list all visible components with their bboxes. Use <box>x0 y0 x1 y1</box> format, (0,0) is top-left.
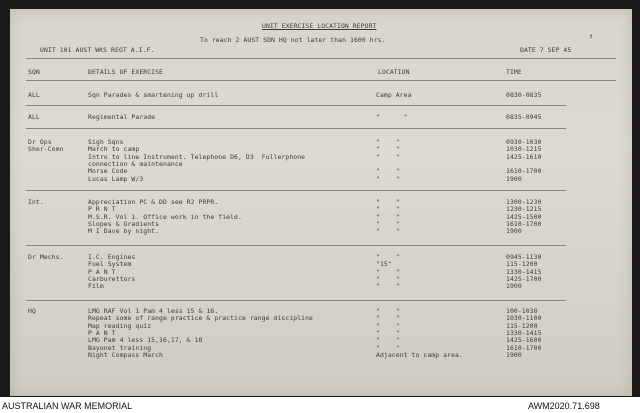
row-6-details-line: LMG Pam 4 less 15,16,17, & 18 <box>88 336 203 345</box>
row-4-sqn-line: Int. <box>28 198 44 206</box>
row-6-details-line: Map reading quiz <box>88 321 152 330</box>
row-3-location-line: " " <box>376 167 400 176</box>
row-5-details-line: P A N T <box>88 267 116 276</box>
row-divider <box>26 190 566 191</box>
row-5-time-line: 1900 <box>506 282 522 291</box>
row-5-location-line: " " <box>376 267 400 276</box>
row-2-location-line: " " <box>376 113 408 121</box>
archive-footer <box>0 400 640 413</box>
document-title: UNIT EXERCISE LOCATION REPORT <box>262 22 377 30</box>
row-3-time-line: 1030-1215 <box>506 145 542 154</box>
row-6-location-line: " " <box>376 343 400 352</box>
row-3-sqn-line: Sher-Comn <box>28 145 64 154</box>
header-sqn: SQN <box>28 68 40 76</box>
row-5-details-line: Carburettors <box>88 274 136 283</box>
document-subtitle: To reach 2 AUST SDN HQ not later than 1600 hrs. <box>200 36 386 44</box>
row-5-time-line: 1330-1415 <box>506 267 542 276</box>
header-time: TIME <box>506 68 522 76</box>
row-3-details-line: Morse Code <box>88 167 128 176</box>
row-6-location-line: " " <box>376 328 400 337</box>
row-5-time-line: 115-1200 <box>506 260 538 269</box>
row-2-details-line: Regimental Parade <box>88 113 156 121</box>
row-3-sqn-line: Dr Ops <box>28 138 52 146</box>
row-6-time-line: 115-1200 <box>506 321 538 330</box>
row-4-time-line: 1425-1500 <box>506 212 542 221</box>
row-4-time-line: 1300-1230 <box>506 198 542 206</box>
row-1-time-line: 0830-0835 <box>506 91 542 99</box>
row-3-time-line: 1900 <box>506 174 522 183</box>
corner-mark: ᶠ <box>590 34 593 45</box>
row-2-time-line: 0835-0945 <box>506 113 542 121</box>
row-2-sqn-line: ALL <box>28 113 40 121</box>
document-date: DATE 7 SEP 45 <box>520 46 572 54</box>
row-6-time-line: 1030-1100 <box>506 314 542 323</box>
row-4-time-line: 1610-1700 <box>506 219 542 228</box>
row-6-location-line: Adjacent to camp area. <box>376 350 463 359</box>
header-location: LOCATION <box>378 68 410 76</box>
row-4-location-line: " " <box>376 227 400 236</box>
row-3-location-line: " " <box>376 152 400 161</box>
row-5-location-line: " " <box>376 282 400 291</box>
row-6-details-line: Repeat some of range practice & practice range discipline <box>88 314 314 323</box>
row-6-details-line: LMG RAF Vol 1 Pam 4 less 15 & 16. <box>88 307 219 315</box>
row-divider <box>26 300 566 301</box>
row-3-details-line: March to camp <box>88 145 140 154</box>
row-6-location-line: " " <box>376 336 400 345</box>
row-1-sqn-line: ALL <box>28 91 40 99</box>
row-4-location-line: " " <box>376 219 400 228</box>
archive-reference: AWM2020.71.698 <box>528 401 600 411</box>
row-3-details-line: Lucas Lamp W/3 <box>88 174 144 183</box>
row-3-location-line: " " <box>376 174 400 183</box>
row-4-location-line: " " <box>376 205 400 214</box>
row-divider <box>26 245 566 246</box>
row-6-sqn-line: HQ <box>28 307 36 315</box>
row-3-time-line: 1425-1610 <box>506 152 542 161</box>
row-5-time-line: 0945-1130 <box>506 253 542 261</box>
row-4-location-line: " " <box>376 198 400 206</box>
row-3-time-line: 0930-1030 <box>506 138 542 146</box>
row-5-details-line: Film <box>88 282 104 291</box>
row-5-time-line: 1425-1700 <box>506 274 542 283</box>
row-4-details-line: P R N T <box>88 205 116 214</box>
row-5-location-line: "15" <box>376 260 392 269</box>
row-6-time-line: 1610-1700 <box>506 343 542 352</box>
row-divider <box>26 105 566 106</box>
row-3-details-line: Intro to line Instrument. Telephone D6, D3 Fullerphone <box>88 152 306 161</box>
row-5-location-line: " " <box>376 253 400 261</box>
row-6-details-line: P A N T <box>88 328 116 337</box>
row-6-location-line: " " <box>376 321 400 330</box>
row-3-location-line: " " <box>376 145 400 154</box>
row-6-location-line: " " <box>376 314 400 323</box>
header-rule-bottom <box>26 80 616 81</box>
row-4-details-line: Slopes & Gradients <box>88 219 160 228</box>
row-6-time-line: 1425-1600 <box>506 336 542 345</box>
row-6-location-line: " " <box>376 307 400 315</box>
row-4-time-line: 1900 <box>506 227 522 236</box>
row-5-sqn-line: Dr Mechs. <box>28 253 64 261</box>
row-3-details-line: connection & maintenance <box>88 159 183 168</box>
row-6-time-line: 100-1030 <box>506 307 538 315</box>
row-3-details-line: Sigh Sqns <box>88 138 124 146</box>
row-divider <box>26 128 566 129</box>
row-4-details-line: M I Dave by night. <box>88 227 160 236</box>
row-6-time-line: 1330-1415 <box>506 328 542 337</box>
row-4-location-line: " " <box>376 212 400 221</box>
row-5-location-line: " " <box>376 274 400 283</box>
row-6-details-line: Night Compass March <box>88 350 164 359</box>
row-6-details-line: Bayonet training <box>88 343 152 352</box>
row-5-details-line: Fuel System <box>88 260 132 269</box>
unit-name: UNIT 101 AUST WKS REGT A.I.F. <box>40 46 155 54</box>
row-4-details-line: Appreciation PC & DD see R2 PRPR. <box>88 198 219 206</box>
row-1-location-line: Camp Area <box>376 91 412 99</box>
archive-name: AUSTRALIAN WAR MEMORIAL <box>2 401 133 411</box>
header-rule-top <box>26 58 616 59</box>
row-3-time-line: 1610-1700 <box>506 167 542 176</box>
header-details: DETAILS OF EXERCISE <box>88 68 164 76</box>
row-3-location-line: " " <box>376 138 400 146</box>
row-4-time-line: 1230-1215 <box>506 205 542 214</box>
row-4-details-line: M.S.R. Vol 1. Office work in the field. <box>88 212 242 221</box>
row-1-details-line: Sqn Parades & smartening up drill <box>88 91 219 99</box>
row-5-details-line: I.C. Engines <box>88 253 136 261</box>
row-6-time-line: 1900 <box>506 350 522 359</box>
